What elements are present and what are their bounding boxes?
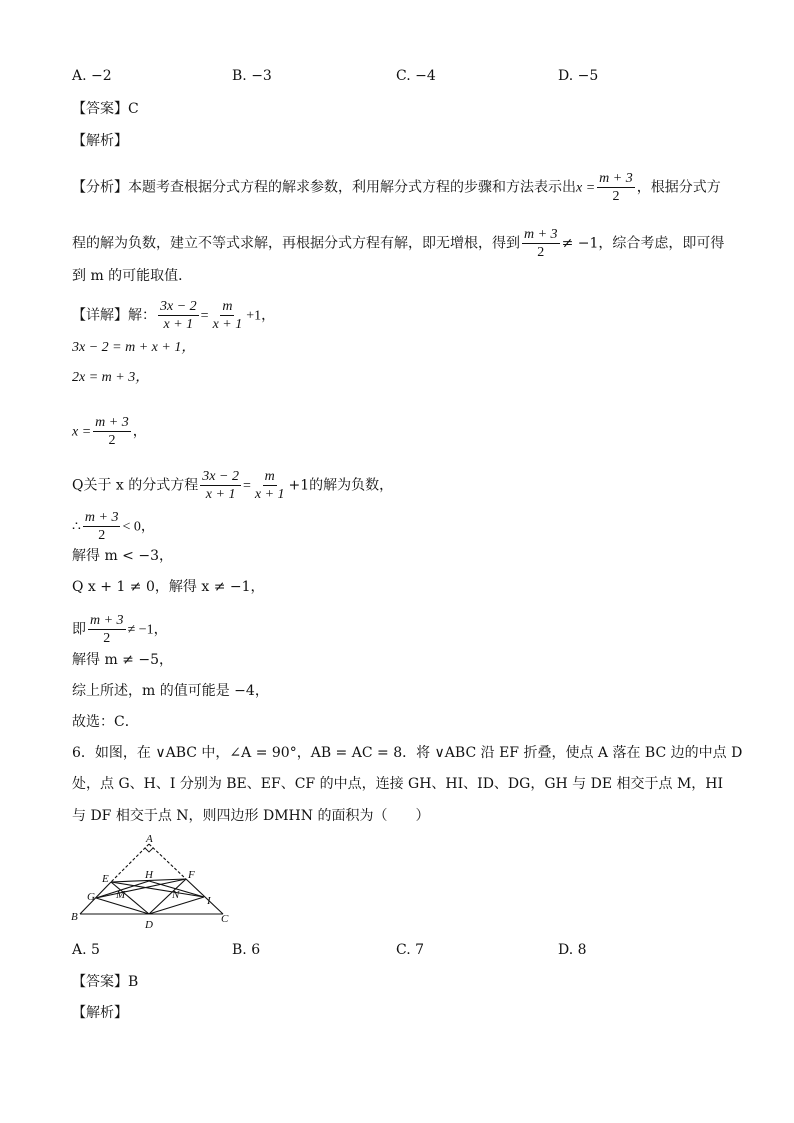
label-f: F	[188, 869, 195, 881]
triangle-figure	[68, 832, 238, 932]
q5-step-1: 3x − 2 = m + x + 1，	[72, 340, 196, 355]
detail-tail: +1，	[246, 308, 276, 324]
analysis-text: ，根据分式方	[636, 179, 721, 196]
q5-solve-2: 解得 m ≠ −5，	[72, 652, 173, 668]
q5-summary: 综上所述，m 的值可能是 −4，	[72, 683, 269, 699]
label-g: G	[87, 891, 95, 903]
analysis-text: ≠ −1，综合考虑，即可得	[561, 235, 725, 252]
fraction-m-plus-3: $\frac{m + 3}{2}$	[599, 171, 633, 204]
fraction-m-plus-3: $\frac{m + 3}{2}$	[90, 613, 124, 646]
label-i: I	[207, 895, 211, 907]
option-b: B. −3	[232, 68, 272, 84]
option-c: C. −4	[396, 68, 436, 84]
q5-analysis-line-3: 到 m 的可能取值．	[72, 268, 193, 284]
label-m: M	[116, 889, 126, 901]
q6-stem-line-1: 6．如图，在 ∨ABC 中，∠A = 90°，AB = AC = 8．将 ∨ABC 沿 EF 折叠，使点 A 落在 BC 边的中点 D	[72, 745, 743, 761]
fraction-rhs: $\frac{m}{x + 1}$	[254, 469, 285, 502]
q5-since-1: Q关于 x 的分式方程 $\frac{3x - 2}{x + 1}$ = $\frac{m}{x + 1}$ +1的解为负数，	[72, 469, 394, 502]
q5-solve-1: 解得 m < −3，	[72, 548, 173, 564]
label-c: C	[221, 913, 229, 925]
q6-stem-line-2: 处，点 G、H、I 分别为 BE、EF、CF 的中点，连接 GH、HI、ID、DG，GH 与 DE 相交于点 M，HI	[72, 776, 724, 792]
option-a: A. −2	[72, 68, 112, 84]
label-b: B	[71, 911, 78, 923]
x-equals: x =	[576, 180, 596, 196]
label-e: E	[102, 873, 109, 885]
q5-step-3: x = $\frac{m + 3}{2}$ ，	[72, 415, 147, 448]
q6-answer: 【答案】B	[72, 974, 139, 990]
option-d: D. −5	[558, 68, 599, 84]
analysis-text: 【分析】本题考查根据分式方程的解求参数，利用解分式方程的步骤和方法表示出	[72, 179, 576, 196]
q6-option-c: C. 7	[396, 942, 425, 958]
q6-option-d: D. 8	[558, 942, 587, 958]
q5-ie: 即 $\frac{m + 3}{2}$ ≠ −1，	[72, 613, 168, 646]
q5-analysis-title: 【解析】	[72, 133, 128, 149]
q5-answer: 【答案】C	[72, 101, 139, 117]
detail-label: 【详解】解：	[72, 307, 156, 324]
q5-analysis-line-2	[72, 226, 724, 261]
q6-stem-line-3: 与 DF 相交于点 N，则四边形 DMHN 的面积为（ ）	[72, 808, 430, 824]
fraction-m-plus-3: $\frac{m + 3}{2}$	[84, 510, 119, 543]
q6-analysis-title: 【解析】	[72, 1005, 128, 1021]
q6-option-a: A. 5	[72, 942, 100, 958]
q6-option-b: B. 6	[232, 942, 261, 958]
fraction-m-plus-3: $\frac{m + 3}{2}$	[524, 227, 558, 260]
fraction-lhs: $\frac{3x - 2}{x + 1}$	[160, 299, 197, 332]
q5-detail-line	[72, 298, 275, 333]
q5-since-2: Q x + 1 ≠ 0，解得 x ≠ −1，	[72, 579, 265, 595]
q5-therefore: ∴ $\frac{m + 3}{2}$ < 0，	[72, 510, 155, 543]
q5-analysis-line-1	[72, 170, 721, 205]
label-n: N	[172, 889, 180, 901]
label-h: H	[145, 869, 153, 881]
equals-sign: =	[200, 308, 209, 324]
fraction-m-plus-3: $\frac{m + 3}{2}$	[95, 415, 129, 448]
analysis-text: 程的解为负数，建立不等式求解，再根据分式方程有解，即无增根，得到	[72, 235, 520, 252]
fraction-lhs: $\frac{3x - 2}{x + 1}$	[202, 469, 239, 502]
label-a: A	[146, 833, 153, 845]
q5-step-2: 2x = m + 3，	[72, 370, 150, 385]
label-d: D	[145, 919, 153, 931]
q5-choose: 故选：C．	[72, 714, 139, 730]
fraction-rhs: $\frac{m}{x + 1}$	[212, 299, 243, 332]
